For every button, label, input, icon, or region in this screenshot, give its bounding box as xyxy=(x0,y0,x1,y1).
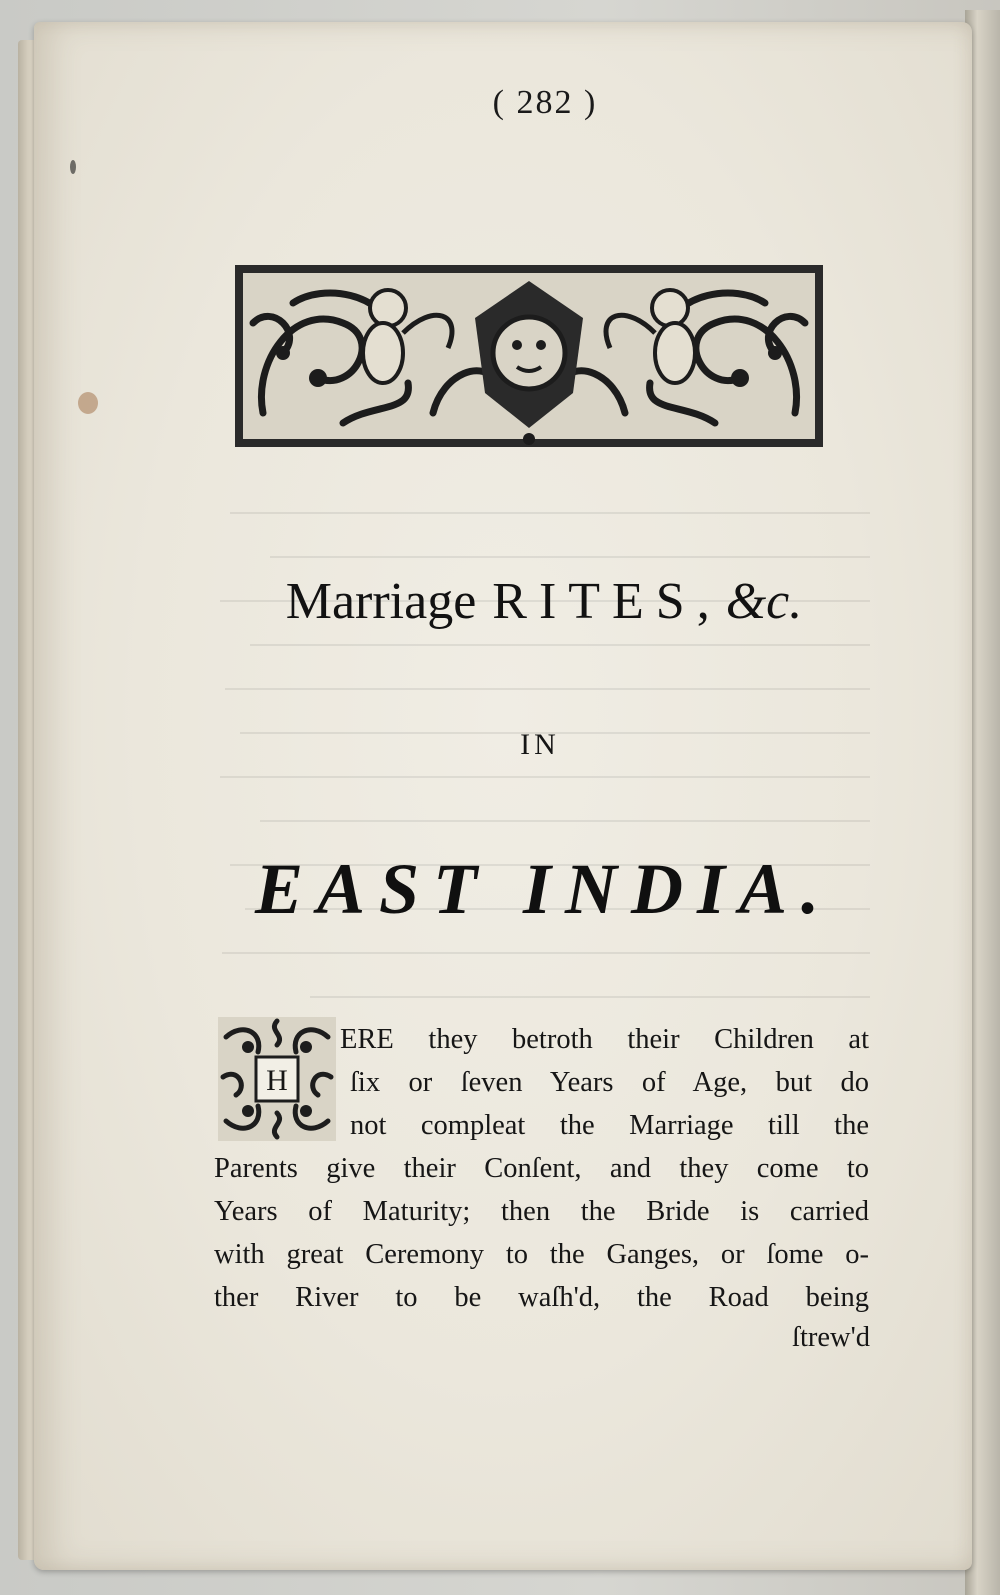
title-word-marriage: Marriage xyxy=(285,573,477,630)
title-word-rites: RITES, xyxy=(492,573,722,630)
page-number: ( 282 ) xyxy=(492,84,598,121)
body-line: not compleat the Marriage till the xyxy=(350,1110,869,1141)
foxing-stain xyxy=(70,160,76,174)
body-paragraph xyxy=(214,1018,869,1319)
body-line: ther River to be waſh'd, the Road being xyxy=(214,1282,869,1313)
ornamental-headpiece xyxy=(233,263,825,449)
body-line: with great Ceremony to the Ganges, or ſome o- xyxy=(214,1239,869,1270)
body-line: ERE they betroth their Children at xyxy=(340,1024,869,1055)
body-line: ſix or ſeven Years of Age, but do xyxy=(350,1067,869,1098)
title-east-india: EAST INDIA. xyxy=(254,849,834,929)
title-word-in: IN xyxy=(520,728,560,761)
drop-cap-letter: H xyxy=(266,1064,288,1097)
title-word-etc: &c. xyxy=(725,573,803,630)
catchword: ſtrew'd xyxy=(792,1322,870,1353)
title-line-marriage-rites xyxy=(214,572,874,631)
body-line: Years of Maturity; then the Bride is carried xyxy=(214,1196,869,1227)
body-line: Parents give their Conſent, and they come to xyxy=(214,1153,869,1184)
foxing-stain xyxy=(78,392,98,414)
